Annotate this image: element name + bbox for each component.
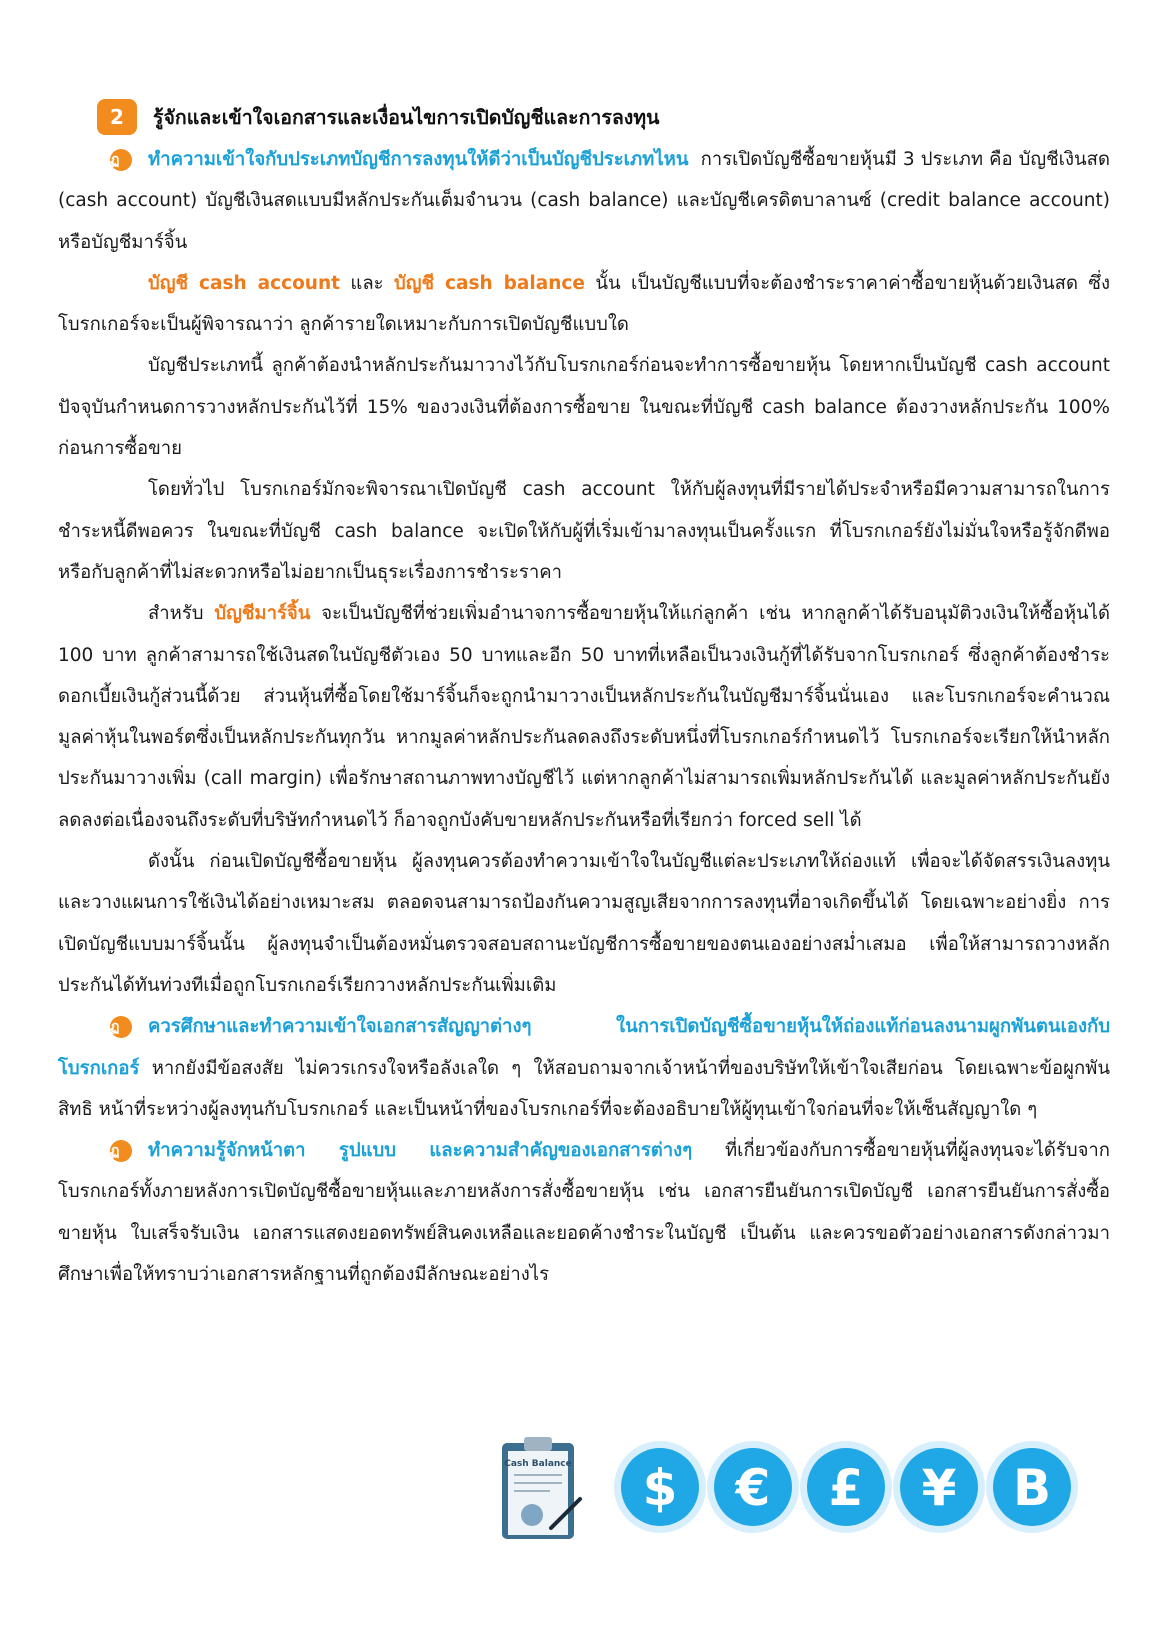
highlight-cash-balance: บัญชี cash balance	[394, 272, 585, 294]
coin-symbol: €	[735, 1459, 771, 1517]
paragraph-6: ดังนั้น ก่อนเปิดบัญชีซื้อขายหุ้น ผู้ลงทุนควรต้องทำความเข้าใจในบัญชีแต่ละประเภทให้ถ่องแท้ เพื่อจะได้จัดสรรเงินลงทุน และวางแผนการใช้เงินได้อย่างเหมาะสม ตลอดจนสามารถป้องกันความสูญเสียจากการลงทุนที่อาจเกิดขึ้นได้ โดยเฉพาะอย่างยิ่ง การเปิดบัญชีแบบมาร์จิ้นนั้น ผู้ลงทุนจำเป็นต้องหมั่นตรวจสอบสถานะบัญชีการซื้อขายของตนเองอย่างสม่ำเสมอ เพื่อให้สามารถวางหลักประกันได้ทันท่วงทีเมื่อถูกโบรกเกอร์เรียกวางหลักประกันเพิ่มเติม	[58, 851, 1110, 996]
coin-symbol: ¥	[921, 1459, 957, 1517]
paragraph-8	[58, 1130, 1110, 1295]
paragraph-2	[58, 263, 1110, 346]
paragraph-5-text: จะเป็นบัญชีที่ช่วยเพิ่มอำนาจการซื้อขายหุ้นให้แก่ลูกค้า เช่น หากลูกค้าได้รับอนุมัติวงเงินให้ซื้อหุ้นได้ 100 บาท ลูกค้าสามารถใช้เงินสดในบัญชีตัวเอง 50 บาทและอีก 50 บาทที่เหลือเป็นวงเงินกู้ที่ได้รับจากโบรกเกอร์ ซึ่งลูกค้าต้องชำระดอกเบี้ยเงินกู้ส่วนนี้ด้วย ส่วนหุ้นที่ซื้อโดยใช้มาร์จิ้นก็จะถูกนำมาวางเป็นหลักประกันในบัญชีมาร์จิ้นนั่นเอง และโบรกเกอร์จะคำนวณมูลค่าหุ้นในพอร์ตซึ่งเป็นหลักประกันทุกวัน หากมูลค่าหลักประกันลดลงถึงระดับหนึ่งที่โบรกเกอร์กำหนดไว้ โบรกเกอร์จะเรียกให้นำหลักประกันมาวางเพิ่ม (call margin) เพื่อรักษาสถานภาพทางบัญชีไว้ แต่หากลูกค้าไม่สามารถเพิ่มหลักประกันได้ และมูลค่าหลักประกันยังลดลงต่อเนื่องจนถึงระดับที่บริษัทกำหนดไว้ ก็อาจถูกบังคับขายหลักประกันหรือที่เรียกว่า forced sell ได้	[58, 603, 1110, 831]
subheading-account-types: ทำความเข้าใจกับประเภทบัญชีการลงทุนให้ดีว่าเป็นบัญชีประเภทไหน	[148, 149, 689, 170]
body-text	[58, 139, 1110, 1295]
bullet-icon: ฏ	[110, 1016, 132, 1038]
bitcoin-coin-icon	[986, 1441, 1078, 1533]
section-number-badge: 2	[97, 99, 137, 135]
paragraph-1	[58, 139, 1110, 263]
subheading-contracts: ควรศึกษาและทำความเข้าใจเอกสารสัญญาต่างๆ ในการเปิดบัญชีซื้อขายหุ้นให้ถ่องแท้ก่อนลงนามผูกพันตนเองกับโบรกเกอร์	[58, 1016, 1110, 1079]
currency-coins	[610, 1437, 1090, 1537]
subheading-documents: ทำความรู้จักหน้าตา รูปแบบ และความสำคัญของเอกสารต่างๆ	[148, 1140, 693, 1162]
highlight-cash-account: บัญชี cash account	[148, 272, 340, 294]
paragraph-5	[58, 593, 1110, 841]
paragraph-7	[58, 1006, 1110, 1130]
section-heading	[97, 97, 1097, 137]
paragraph-1-text: การเปิดบัญชีซื้อขายหุ้นมี 3 ประเภท คือ บัญชีเงินสด (cash account) บัญชีเงินสดแบบมีหลักประกันเต็มจำนวน (cash balance) และบัญชีเครดิตบาลานซ์ (credit balance account) หรือบัญชีมาร์จิ้น	[58, 149, 1110, 253]
coin-symbol: £	[828, 1459, 864, 1517]
dollar-coin-icon	[614, 1441, 706, 1533]
clipboard-label: Cash Balance	[504, 1459, 572, 1469]
paragraph-4: โดยทั่วไป โบรกเกอร์มักจะพิจารณาเปิดบัญชี cash account ให้กับผู้ลงทุนที่มีรายได้ประจำหรือมีความสามารถในการชำระหนี้ดีพอควร ในขณะที่บัญชี cash balance จะเปิดให้กับผู้ที่เริ่มเข้ามาลงทุนเป็นครั้งแรก ที่โบรกเกอร์ยังไม่มั่นใจหรือรู้จักดีพอ หรือกับลูกค้าที่ไม่สะดวกหรือไม่อยากเป็นธุระเรื่องการชำระราคา	[58, 479, 1110, 583]
paragraph-3: บัญชีประเภทนี้ ลูกค้าต้องนำหลักประกันมาวางไว้กับโบรกเกอร์ก่อนจะทำการซื้อขายหุ้น โดยหากเป็นบัญชี cash account ปัจจุบันกำหนดการวางหลักประกันไว้ที่ 15% ของวงเงินที่ต้องการซื้อขาย ในขณะที่บัญชี cash balance ต้องวางหลักประกัน 100% ก่อนการซื้อขาย	[58, 355, 1110, 460]
paragraph-2-text: นั้น เป็นบัญชีแบบที่จะต้องชำระราคาค่าซื้อขายหุ้นด้วยเงินสด ซึ่งโบรกเกอร์จะเป็นผู้พิจารณาว่า ลูกค้ารายใดเหมาะกับการเปิดบัญชีแบบใด	[58, 272, 1110, 336]
section-title: รู้จักและเข้าใจเอกสารและเงื่อนไขการเปิดบัญชีและการลงทุน	[153, 105, 660, 129]
yen-coin-icon	[893, 1441, 985, 1533]
pound-coin-icon	[800, 1441, 892, 1533]
paragraph-8-text: ที่เกี่ยวข้องกับการซื้อขายหุ้นที่ผู้ลงทุนจะได้รับจากโบรกเกอร์ทั้งภายหลังการเปิดบัญชีซื้อขายหุ้นและภายหลังการสั่งซื้อขายหุ้น เช่น เอกสารยืนยันการเปิดบัญชี เอกสารยืนยันการสั่งซื้อขายหุ้น ใบเสร็จรับเงิน เอกสารแสดงยอดทรัพย์สินคงเหลือและยอดค้างชำระในบัญชี เป็นต้น และควรขอตัวอย่างเอกสารดังกล่าวมาศึกษาเพื่อให้ทราบว่าเอกสารหลักฐานที่ถูกต้องมีลักษณะอย่างไร	[58, 1140, 1110, 1286]
bullet-icon: ฏ	[110, 149, 132, 171]
paragraph-5-lead: สำหรับ	[148, 603, 204, 625]
bullet-icon: ฏ	[110, 1140, 132, 1162]
clipboard-illustration	[496, 1433, 586, 1543]
paragraph-7-text: หากยังมีข้อสงสัย ไม่ควรเกรงใจหรือลังเลใด ๆ ให้สอบถามจากเจ้าหน้าที่ของบริษัทให้เข้าใจเสียก่อน โดยเฉพาะข้อผูกพัน สิทธิ หน้าที่ระหว่างผู้ลงทุนกับโบรกเกอร์ และเป็นหน้าที่ของโบรกเกอร์ที่จะต้องอธิบายให้ผู้ทุนเข้าใจก่อนที่จะให้เซ็นสัญญาใด ๆ	[58, 1057, 1110, 1120]
and-word: และ	[350, 272, 384, 294]
coin-symbol: B	[1012, 1459, 1052, 1517]
highlight-margin-account: บัญชีมาร์จิ้น	[214, 603, 311, 625]
euro-coin-icon	[707, 1441, 799, 1533]
coin-symbol: $	[642, 1459, 678, 1517]
